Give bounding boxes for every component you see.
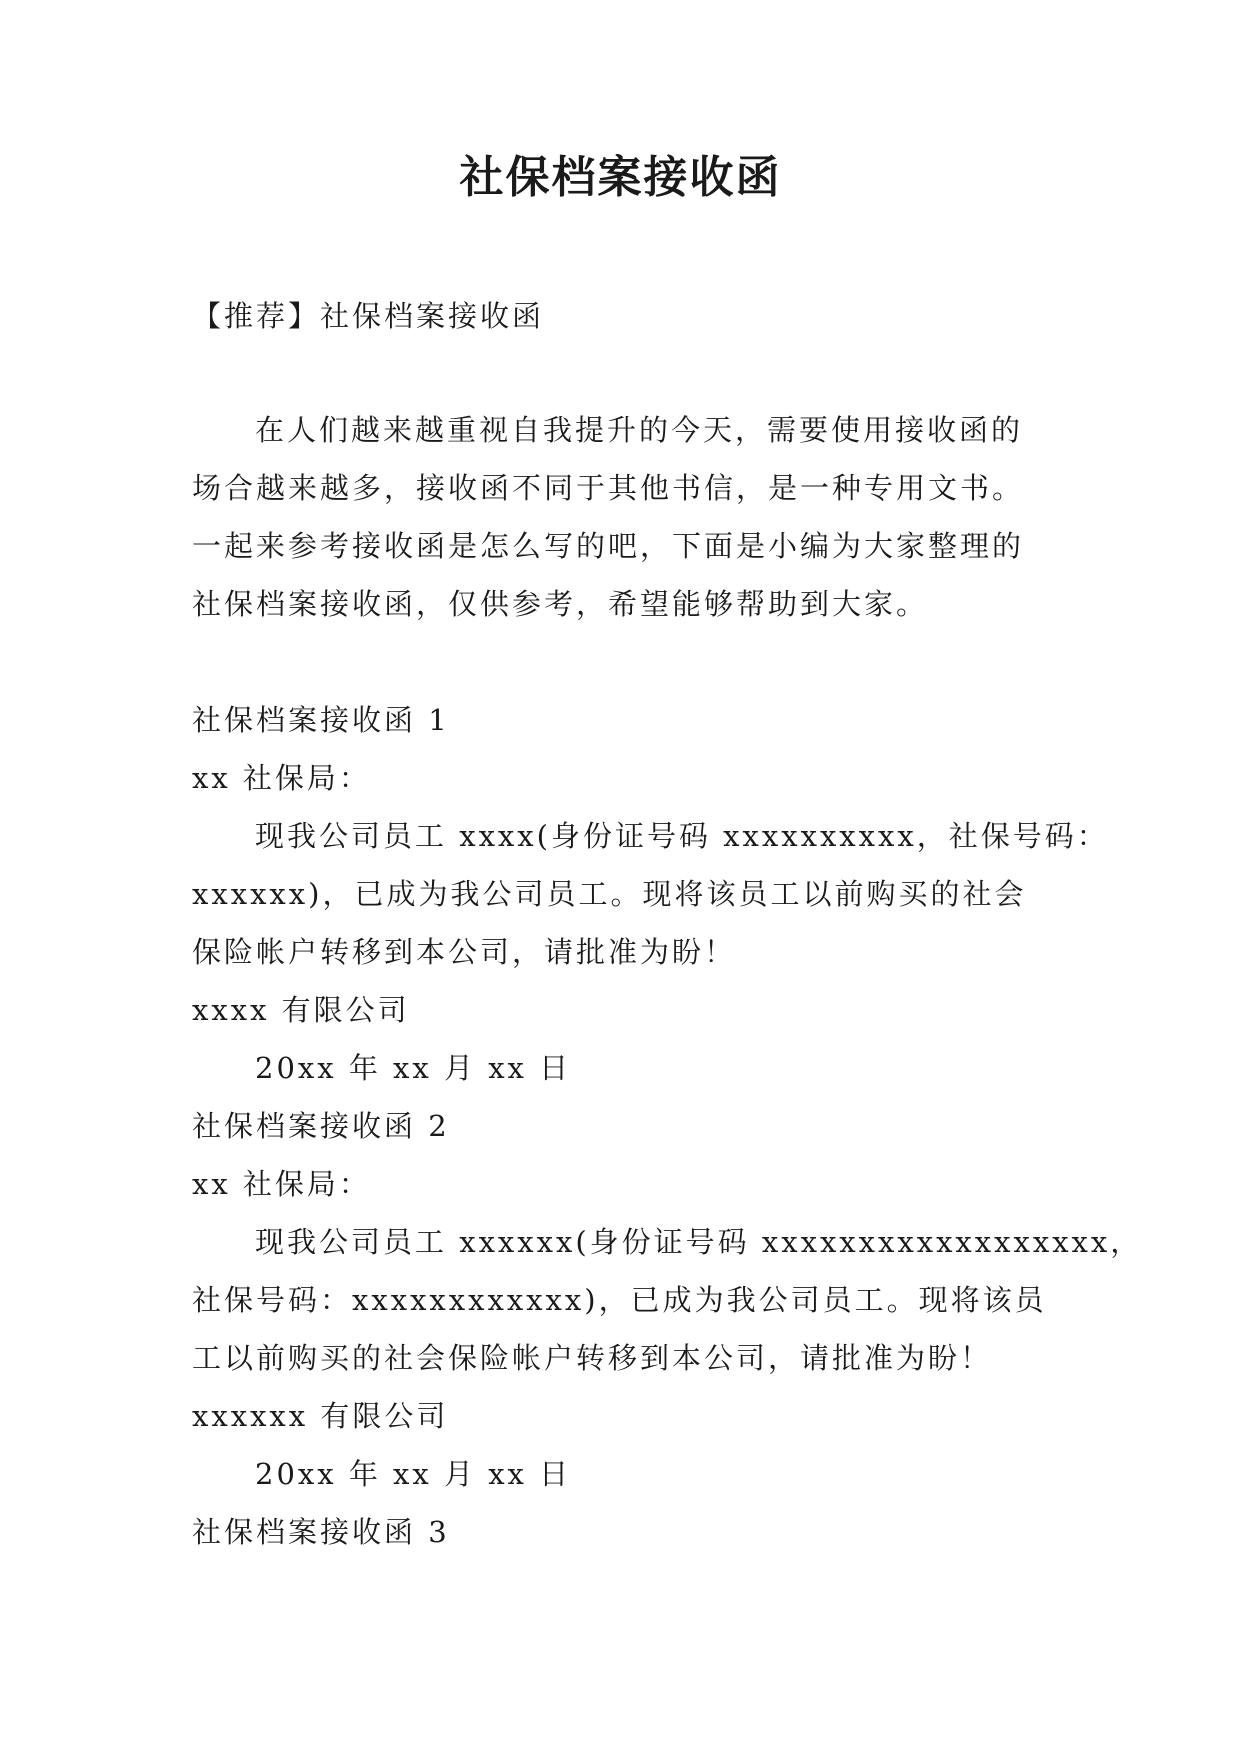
letter-3-heading: 社保档案接收函 3	[192, 1515, 450, 1549]
letter-2-date: 20xx 年 xx 月 xx 日	[255, 1457, 572, 1491]
letter-1-body-line: xxxxxx)，已成为我公司员工。现将该员工以前购买的社会	[192, 877, 1027, 911]
letter-2-company: xxxxxx 有限公司	[192, 1399, 449, 1433]
letter-2-body-line: 现我公司员工 xxxxxx(身份证号码 xxxxxxxxxxxxxxxxxx，	[255, 1225, 1143, 1259]
letter-1-salutation: xx 社保局：	[192, 761, 371, 795]
intro-paragraph-line: 场合越来越多，接收函不同于其他书信，是一种专用文书。	[192, 471, 1025, 505]
recommend-line: 【推荐】社保档案接收函	[192, 299, 545, 333]
letter-2-body-line: 工以前购买的社会保险帐户转移到本公司，请批准为盼！	[192, 1341, 993, 1375]
intro-paragraph-line: 社保档案接收函，仅供参考，希望能够帮助到大家。	[192, 587, 929, 621]
letter-2-salutation: xx 社保局：	[192, 1167, 371, 1201]
letter-2-heading: 社保档案接收函 2	[192, 1109, 450, 1143]
page-title: 社保档案接收函	[459, 152, 782, 203]
intro-paragraph-line: 在人们越来越重视自我提升的今天，需要使用接收函的	[255, 413, 1024, 447]
letter-1-body-line: 保险帐户转移到本公司，请批准为盼！	[192, 935, 737, 969]
letter-1-heading: 社保档案接收函 1	[192, 703, 450, 737]
letter-1-body-line: 现我公司员工 xxxx(身份证号码 xxxxxxxxxx，社保号码：	[255, 819, 1109, 853]
letter-1-company: xxxx 有限公司	[192, 993, 410, 1027]
intro-paragraph-line: 一起来参考接收函是怎么写的吧，下面是小编为大家整理的	[192, 529, 1025, 563]
letter-2-body-line: 社保号码：xxxxxxxxxxxx)，已成为我公司员工。现将该员	[192, 1283, 1047, 1317]
letter-1-date: 20xx 年 xx 月 xx 日	[255, 1051, 572, 1085]
